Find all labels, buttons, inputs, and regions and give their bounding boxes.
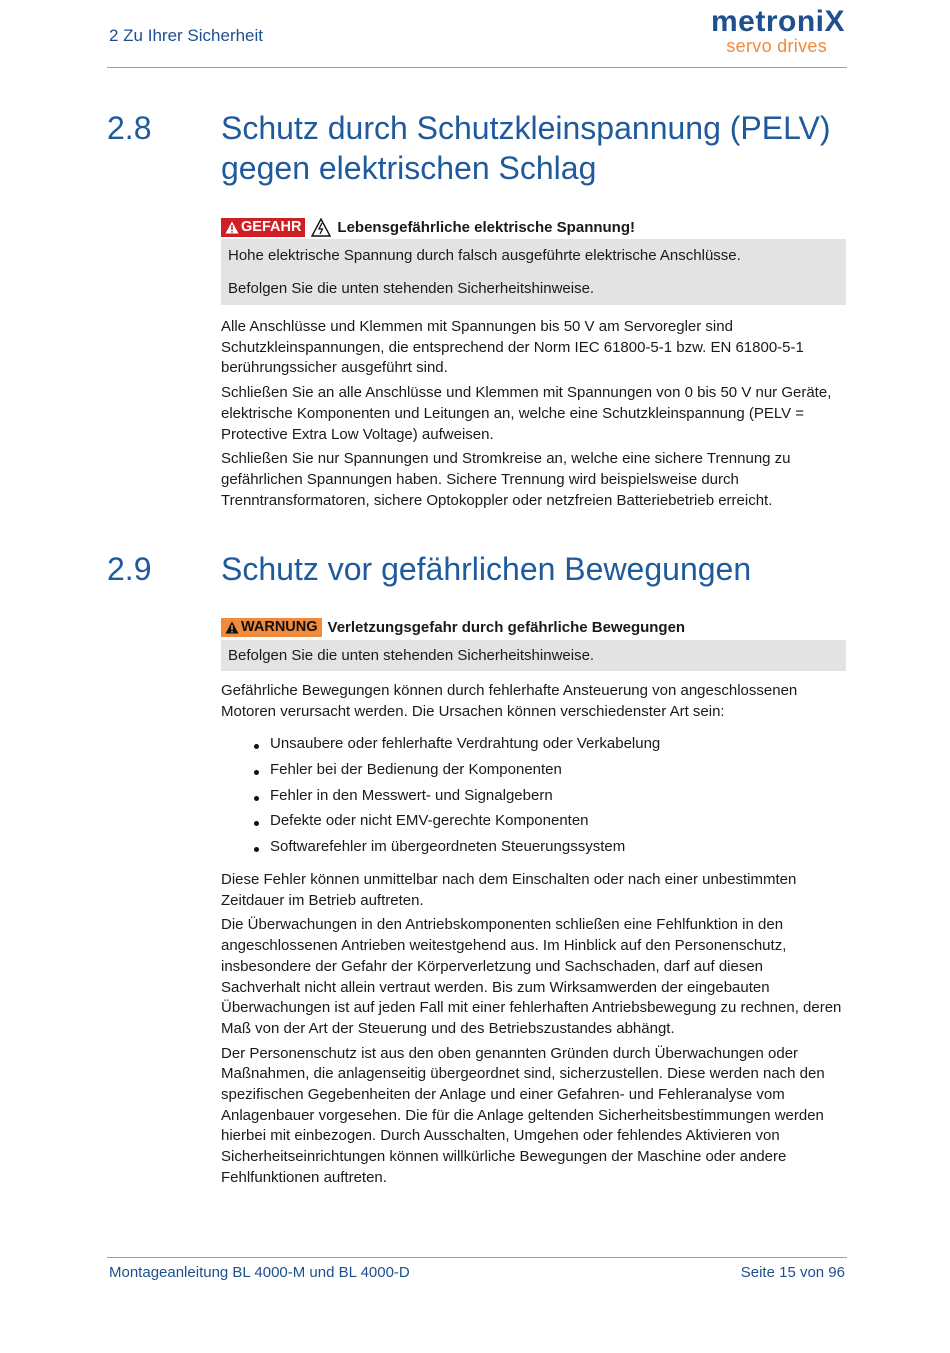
section-2-8-number: 2.8 xyxy=(107,110,152,146)
paragraph: Der Personenschutz ist aus den oben genannten Gründen durch Überwachungen oder Maßnahmen, die anlagenseitig übergeordnet sind, sicherzustellen. Diese werden nach den spezifischen Gegebenheiten der Anlage und einer Gefahren- und Fehleranalyse vom Anlagenbauer vorgesehen. Die für die Anlage geltenden Sicherheitsbestimmungen werden hierbei mit einbezogen. Durch Ausschalten, Umgehen oder fehlendes Aktivieren von Sicherheitseinrichtungen können willkürliche Bewegungen der Maschine oder andere Fehlfunktionen auftreten. xyxy=(221,1044,825,1186)
warning-badge xyxy=(221,618,322,637)
warning-triangle-icon xyxy=(225,621,239,634)
warning-triangle-icon xyxy=(225,221,239,234)
warning-line: Befolgen Sie die unten stehenden Sicherheitshinweise. xyxy=(228,647,595,664)
list-item: Fehler in den Messwert- und Signalgebern xyxy=(250,783,850,809)
list-item: Unsaubere oder fehlerhafte Verdrahtung oder Verkabelung xyxy=(250,731,850,757)
section-2-9-body xyxy=(221,870,846,1189)
cause-list xyxy=(250,731,850,860)
paragraph: Gefährliche Bewegungen können durch fehlerhafte Ansteuerung von angeschlossenen Motoren verursacht werden. Die Ursachen können verschiedenster Art sein: xyxy=(221,682,798,720)
metronix-logo xyxy=(697,5,847,57)
paragraph: Alle Anschlüsse und Klemmen mit Spannungen bis 50 V am Servoregler sind Schutzkleinspannungen, die entsprechend der Norm IEC 61800-5-1 bzw. EN 61800-5-1 berührungssicher ausgeführt sind. xyxy=(221,318,804,377)
paragraph: Die Überwachungen in den Antriebskomponenten schließen eine Fehlfunktion in den angeschlossenen Antrieben weitestgehend aus. Im Hinblick auf den Personenschutz, insbesondere der Gefahr der Körperverletzung und Sachschaden, darf auf diesen Sachverhalt nicht allein vertraut werden. Bis zum Wirksamwerden der eingebauten Überwachungen ist auf jeden Fall mit einer fehlerhaften Antriebsbewegung zu rechnen, deren Maß von der Art der Steuerung und des Betriebszustandes abhängt. xyxy=(221,916,842,1037)
danger-line: Hohe elektrische Spannung durch falsch ausgeführte elektrische Anschlüsse. xyxy=(228,247,741,264)
footer-document-title: Montageanleitung BL 4000-M und BL 4000-D xyxy=(109,1264,410,1281)
warning-title: Verletzungsgefahr durch gefährliche Bewegungen xyxy=(327,618,686,636)
paragraph: Schließen Sie an alle Anschlüsse und Klemmen mit Spannungen von 0 bis 50 V nur Geräte, elektrische Komponenten und Leitungen an, welche eine Schutzkleinspannung (PELV = Protective Extra Low Voltage) aufweisen. xyxy=(221,384,832,443)
footer-page-number: Seite 15 von 96 xyxy=(740,1264,845,1281)
page-footer xyxy=(107,1257,847,1298)
section-2-9-number: 2.9 xyxy=(107,551,152,587)
high-voltage-icon xyxy=(311,218,331,237)
section-2-9-title: Schutz vor gefährlichen Bewegungen xyxy=(221,551,752,587)
danger-header xyxy=(221,216,635,238)
section-2-9-intro xyxy=(221,681,846,722)
section-2-8-title: Schutz durch Schutzkleinspannung (PELV) gegen elektrischen Schlag xyxy=(221,110,831,186)
warning-header xyxy=(221,616,685,638)
list-item: Defekte oder nicht EMV-gerechte Komponenten xyxy=(250,808,850,834)
danger-title: Lebensgefährliche elektrische Spannung! xyxy=(337,218,635,236)
page-header xyxy=(107,0,847,68)
paragraph: Diese Fehler können unmittelbar nach dem Einschalten oder nach einer unbestimmten Zeitdauer im Betrieb auftreten. xyxy=(221,871,797,909)
list-item: Softwarefehler im übergeordneten Steuerungssystem xyxy=(250,834,850,860)
paragraph: Schließen Sie nur Spannungen und Stromkreise an, welche eine sichere Trennung zu gefährlichen Spannungen haben. Sichere Trennung wird beispielsweise durch Trenntransformatoren, sichere Optokoppler oder netzfreien Batteriebetrieb erreicht. xyxy=(221,450,791,509)
danger-badge xyxy=(221,218,305,237)
danger-box xyxy=(221,239,846,305)
logo-tagline: servo drives xyxy=(726,36,827,56)
warning-badge-label: WARNUNG xyxy=(241,619,318,635)
section-2-8-body xyxy=(221,317,846,511)
list-item: Fehler bei der Bedienung der Komponenten xyxy=(250,757,850,783)
logo-name: metroniX xyxy=(710,5,845,38)
danger-line: Befolgen Sie die unten stehenden Sicherheitshinweise. xyxy=(228,280,595,297)
danger-badge-label: GEFAHR xyxy=(241,219,302,235)
warning-box xyxy=(221,640,846,671)
chapter-title: 2 Zu Ihrer Sicherheit xyxy=(109,26,264,45)
